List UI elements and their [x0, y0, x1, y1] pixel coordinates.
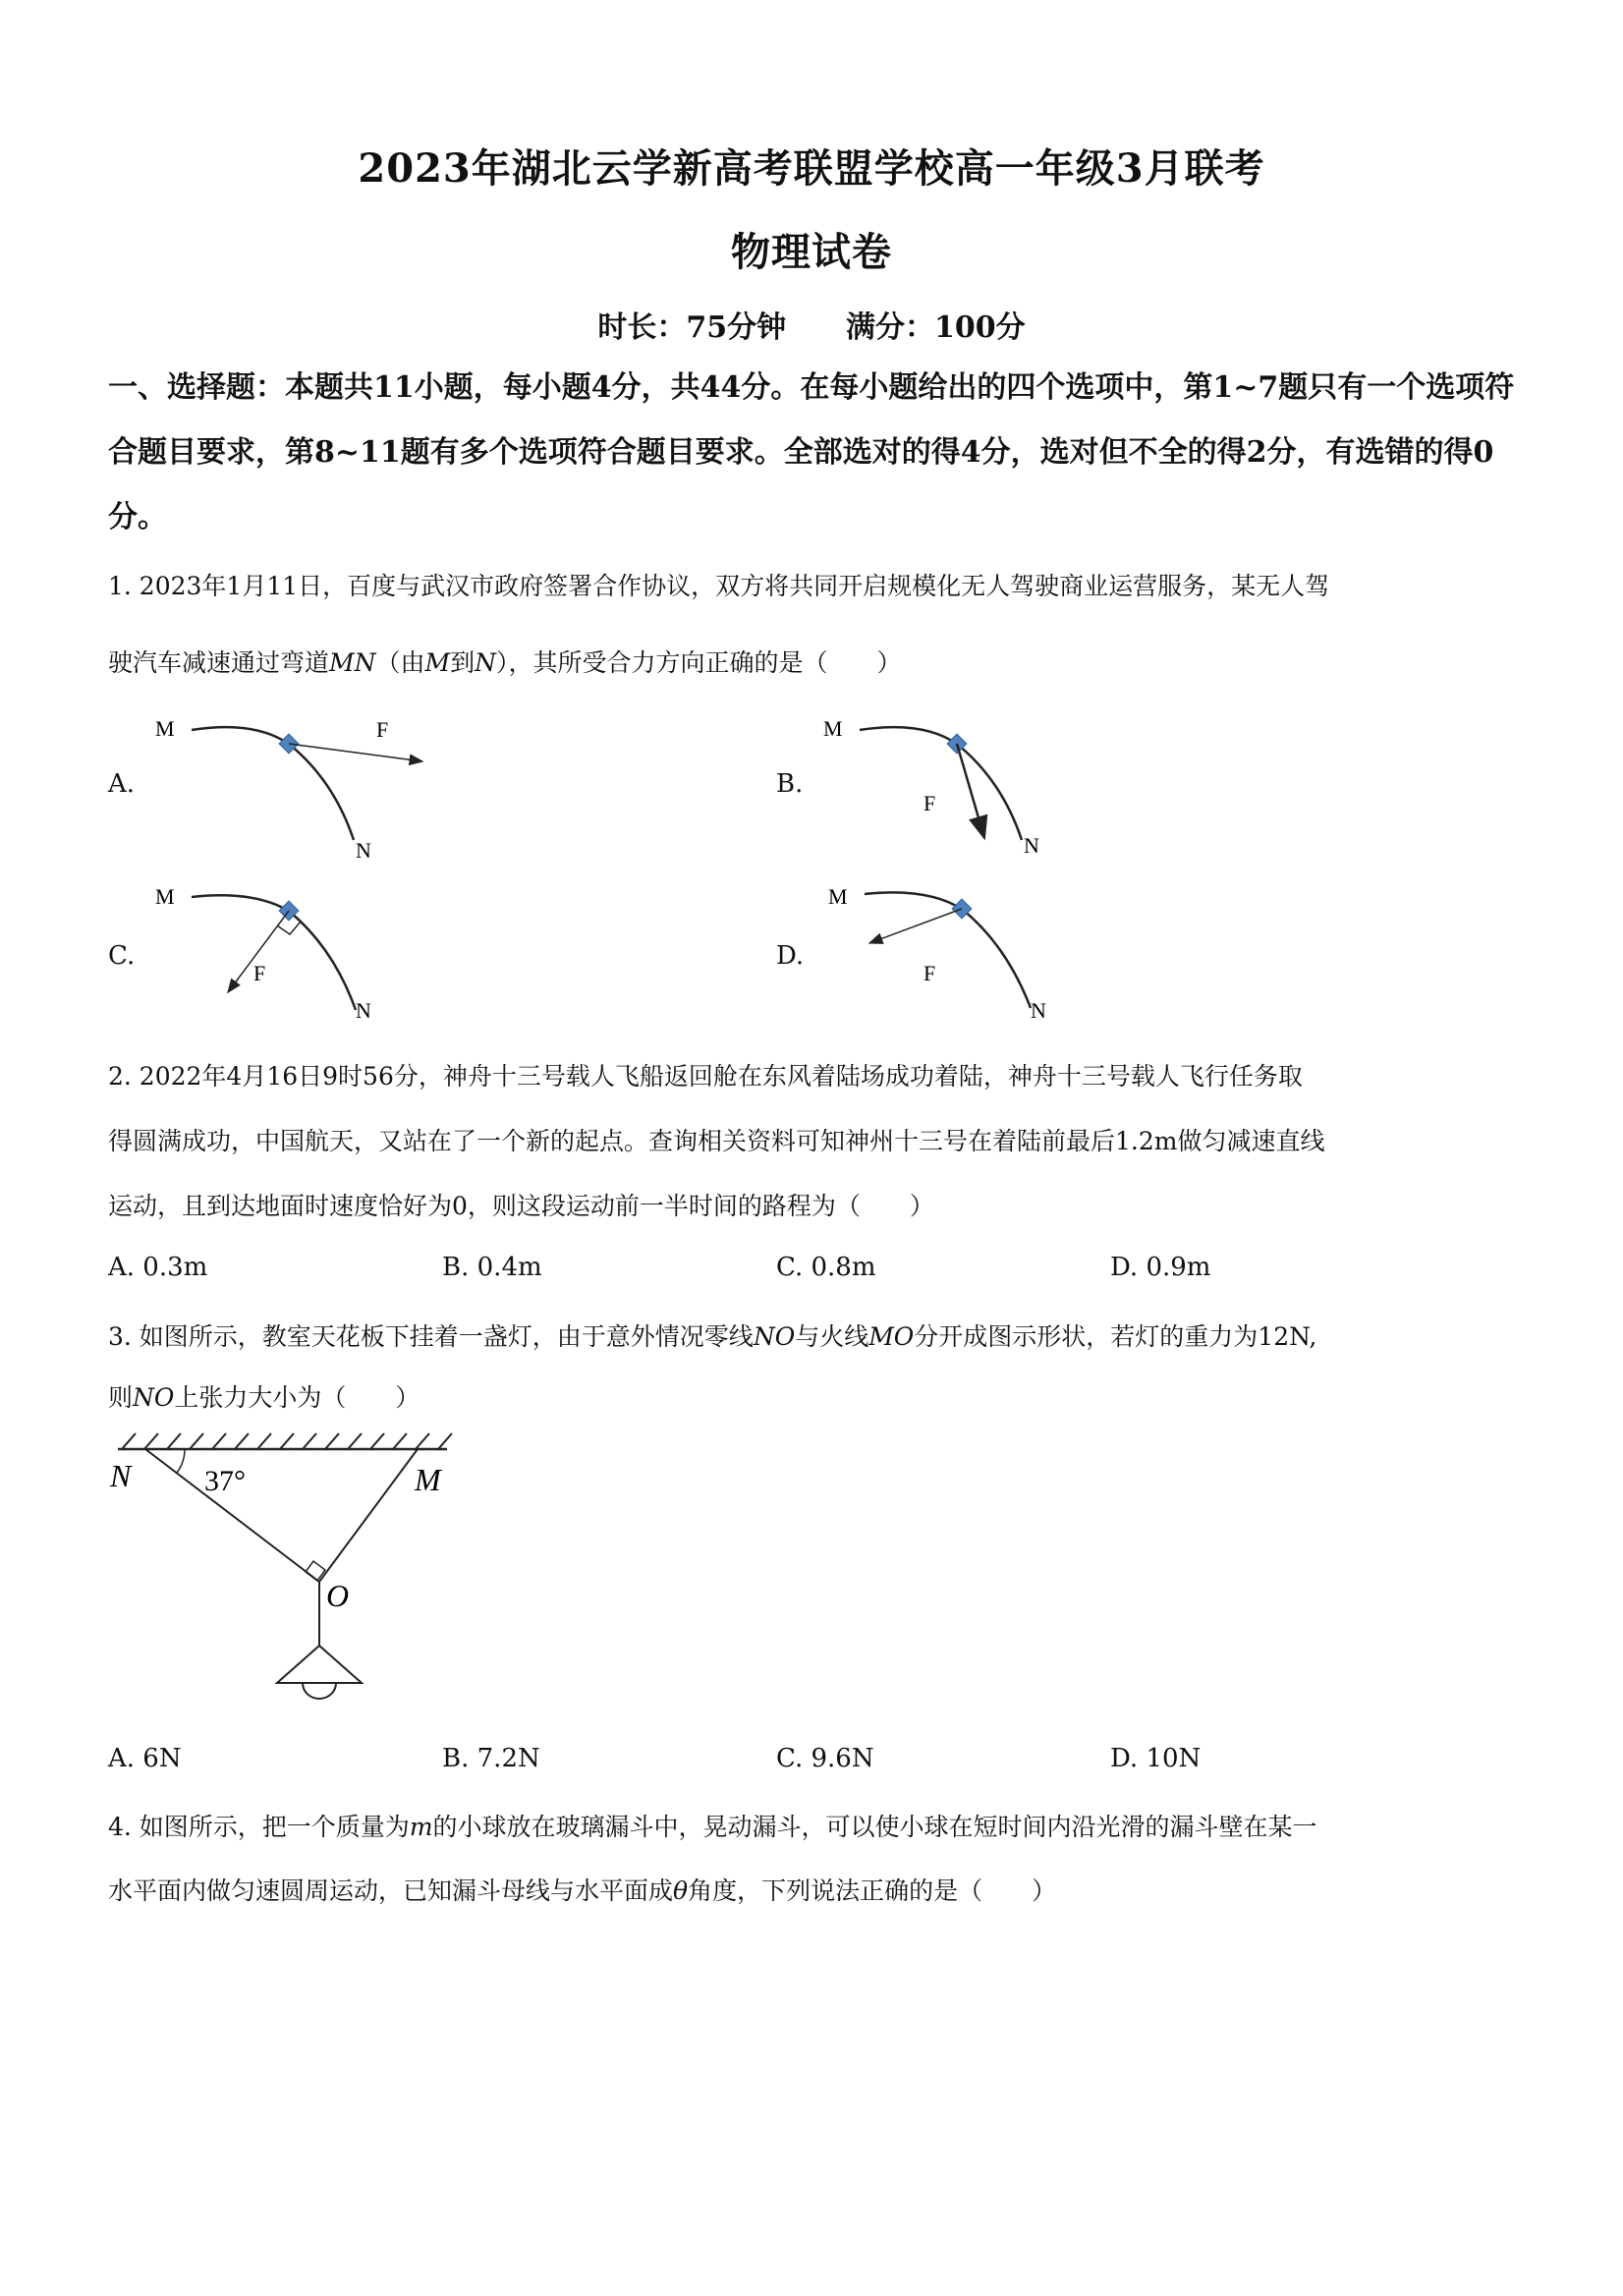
- q2-text-line3: 运动，且到达地面时速度恰好为0，则这段运动前一半时间的路程为（ ）: [108, 1192, 934, 1220]
- label-f: F: [253, 961, 266, 985]
- full-score: 满分：100分: [846, 310, 1026, 345]
- label-n: N: [110, 1458, 132, 1493]
- q2-text-line2: 得圆满成功，中国航天，又站在了一个新的起点。查询相关资料可知神州十三号在着陆前最后1.2m做匀减速直线: [108, 1127, 1325, 1155]
- q4-text-d: 角度，下列说法正确的是（ ）: [688, 1876, 1057, 1905]
- q4-var-m: m: [409, 1813, 433, 1841]
- q1-text-a: 驶汽车减速通过弯道: [108, 648, 330, 677]
- right-angle-mark: [277, 922, 301, 934]
- q3-text-line2: [108, 1378, 1533, 1414]
- label-m: M: [155, 884, 175, 909]
- q3-figure-lamp: [108, 1429, 481, 1724]
- q1-option-b: B.: [776, 769, 804, 799]
- q1-text-line1: 1. 2023年1月11日，百度与武汉市政府签署合作协议，双方将共同开启规模化无人驾驶商业运营服务，某无人驾: [108, 572, 1330, 600]
- q1-figure-a: [147, 712, 442, 863]
- q3-text-d: 则: [108, 1383, 134, 1412]
- q3-text-b: 与火线: [795, 1322, 869, 1351]
- label-m: M: [415, 1462, 441, 1497]
- q1-var-mn: MN: [329, 648, 376, 677]
- q4-text-line1: [108, 1808, 1533, 1843]
- force-arrow: [289, 744, 422, 761]
- q1-option-d: D.: [776, 941, 805, 971]
- wire-mo: [319, 1449, 418, 1582]
- q1-var-m: M: [424, 648, 451, 677]
- force-arrow: [869, 909, 962, 943]
- curve-path: [865, 892, 1031, 1008]
- q3-var-no: NO: [133, 1383, 175, 1412]
- label-m: M: [155, 716, 175, 741]
- section-intro: 一、选择题：本题共11小题，每小题4分，共44分。在每小题给出的四个选项中，第1~7题只有一个选项符合题目要求，第8~11题有多个选项符合题目要求。全部选对的得4分，选对但不全的得2分，有选错的得0分。: [108, 370, 1515, 534]
- label-f: F: [376, 717, 389, 742]
- label-f: F: [923, 791, 936, 815]
- q3-option-c: C. 9.6N: [776, 1744, 874, 1773]
- ceiling-hatching: [122, 1433, 452, 1449]
- q1-text-line2: [108, 644, 1533, 679]
- lamp-bulb: [303, 1683, 336, 1699]
- label-n: N: [1024, 833, 1039, 858]
- q4-text-a: 4. 如图所示，把一个质量为: [108, 1813, 410, 1841]
- q1-text-d: ），其所受合力方向正确的是（ ）: [496, 648, 902, 677]
- q2-option-a: A. 0.3m: [108, 1253, 208, 1282]
- q1-figure-b: [815, 712, 1071, 860]
- q2-option-b: B. 0.4m: [442, 1253, 542, 1282]
- q1-figure-c: [147, 882, 403, 1030]
- q4-text-b: 的小球放在玻璃漏斗中，晃动漏斗，可以使小球在短时间内沿光滑的漏斗壁在某一: [432, 1813, 1317, 1841]
- curve-path: [192, 895, 356, 1010]
- q1-figure-d: [820, 882, 1076, 1030]
- exam-meta: [0, 303, 1623, 346]
- q3-var-mo: MO: [868, 1322, 915, 1351]
- q1-option-c: C.: [108, 941, 136, 971]
- q4-text-line2: [108, 1872, 1533, 1907]
- q1-option-a: A.: [108, 769, 136, 799]
- q3-var-no: NO: [753, 1322, 796, 1351]
- label-m: M: [823, 716, 843, 741]
- time-limit: 时长：75分钟: [597, 310, 787, 345]
- q1-var-n: N: [475, 648, 497, 677]
- angle-arc: [177, 1449, 185, 1473]
- lamp-shade: [277, 1646, 362, 1683]
- label-o: O: [326, 1578, 350, 1613]
- exam-title: 2023年湖北云学新高考联盟学校高一年级3月联考: [358, 145, 1265, 192]
- q1-text-b: （由: [375, 648, 425, 677]
- q3-option-a: A. 6N: [108, 1744, 182, 1773]
- q3-text-e: 上张力大小为（ ）: [174, 1383, 420, 1412]
- label-f: F: [923, 961, 936, 985]
- q2-text-line1: 2. 2022年4月16日9时56分，神舟十三号载人飞船返回舱在东风着陆场成功着陆，神舟十三号载人飞行任务取: [108, 1062, 1303, 1091]
- label-angle: 37°: [204, 1465, 246, 1497]
- label-n: N: [356, 838, 371, 863]
- q4-var-theta: θ: [673, 1876, 689, 1905]
- q4-text-c: 水平面内做匀速圆周运动，已知漏斗母线与水平面成: [108, 1876, 674, 1905]
- q3-text-a: 3. 如图所示，教室天花板下挂着一盏灯，由于意外情况零线: [108, 1322, 754, 1351]
- q2-option-c: C. 0.8m: [776, 1253, 876, 1282]
- curve-path: [860, 727, 1022, 840]
- curve-path: [192, 727, 354, 840]
- q3-option-d: D. 10N: [1110, 1744, 1202, 1773]
- q2-option-d: D. 0.9m: [1110, 1253, 1211, 1282]
- q3-text-c: 分开成图示形状，若灯的重力为12N,: [914, 1322, 1317, 1351]
- q1-text-c: 到: [450, 648, 476, 677]
- q3-option-b: B. 7.2N: [442, 1744, 540, 1773]
- label-m: M: [828, 884, 848, 909]
- label-n: N: [1031, 998, 1046, 1023]
- label-n: N: [356, 998, 371, 1023]
- subject-title: 物理试卷: [731, 229, 892, 275]
- q3-text-line1: [108, 1317, 1533, 1353]
